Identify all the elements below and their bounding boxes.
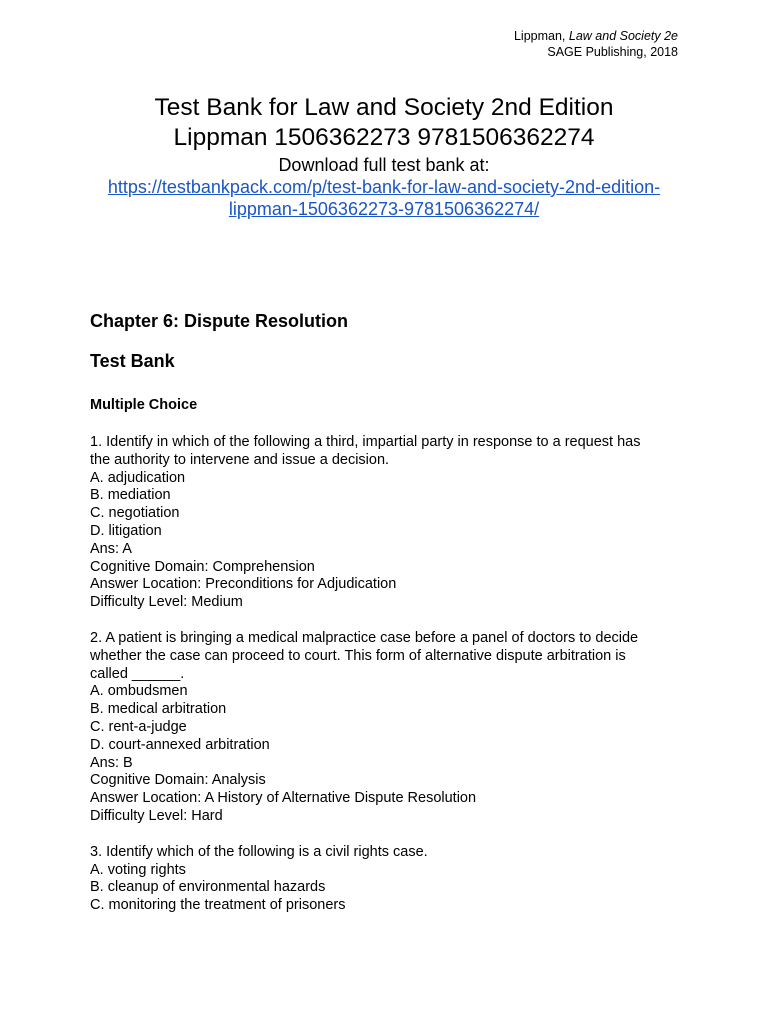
answer-option: C. negotiation (90, 505, 180, 522)
question-stem: called ______. (90, 665, 185, 682)
question-stem: whether the case can proceed to court. This form of alternative dispute arbitration is (90, 647, 626, 664)
answer-option: B. cleanup of environmental hazards (90, 879, 326, 896)
question-stem: the authority to intervene and issue a decision. (90, 451, 390, 468)
question-stem: 1. Identify in which of the following a third, impartial party in response to a request has (90, 434, 641, 450)
difficulty-level: Difficulty Level: Hard (90, 807, 223, 824)
answer-option: A. adjudication (90, 469, 186, 486)
document-title (60, 93, 708, 153)
question-stem: 3. Identify which of the following is a civil rights case. (90, 843, 428, 860)
question-1 (90, 434, 690, 612)
header-book-title: Law and Society 2e (568, 29, 678, 43)
cognitive-domain: Cognitive Domain: Analysis (90, 772, 266, 789)
title-line-2: Lippman 1506362273 9781506362274 (173, 124, 595, 151)
answer-option: A. ombudsmen (90, 683, 188, 700)
question-stem: 2. A patient is bringing a medical malpractice case before a panel of doctors to decide (90, 629, 639, 646)
answer-location: Answer Location: A History of Alternative Dispute Resolution (90, 790, 477, 807)
download-link-line-1[interactable]: https://testbankpack.com/p/test-bank-for-law-and-society-2nd-edition- (107, 177, 661, 197)
running-header (514, 28, 678, 60)
difficulty-level: Difficulty Level: Medium (90, 594, 243, 611)
answer-option: B. medical arbitration (90, 701, 227, 718)
main-content (90, 310, 690, 915)
answer-option: A. voting rights (90, 861, 186, 878)
question-2 (90, 630, 690, 826)
answer-option: B. mediation (90, 487, 171, 504)
chapter-title: Chapter 6: Dispute Resolution (90, 311, 349, 331)
download-link-line-2[interactable]: lippman-1506362273-9781506362274/ (228, 199, 540, 219)
download-text: Download full test bank at: (278, 155, 490, 175)
answer-location: Answer Location: Preconditions for Adjudication (90, 576, 397, 593)
answer-key: Ans: A (90, 540, 132, 557)
answer-key: Ans: B (90, 754, 133, 771)
answer-option: C. monitoring the treatment of prisoners (90, 897, 346, 914)
download-link[interactable] (60, 176, 708, 220)
question-3 (90, 844, 690, 915)
section-heading: Multiple Choice (90, 397, 198, 413)
header-publisher: SAGE Publishing, 2018 (547, 45, 678, 59)
header-citation (514, 28, 678, 44)
header-author: Lippman, (513, 29, 566, 43)
answer-option: D. litigation (90, 522, 162, 539)
answer-option: C. rent-a-judge (90, 718, 187, 735)
test-bank-heading: Test Bank (90, 351, 175, 371)
answer-option: D. court-annexed arbitration (90, 736, 270, 753)
title-line-1: Test Bank for Law and Society 2nd Edition (154, 94, 614, 121)
cognitive-domain: Cognitive Domain: Comprehension (90, 558, 315, 575)
title-block (60, 93, 708, 220)
